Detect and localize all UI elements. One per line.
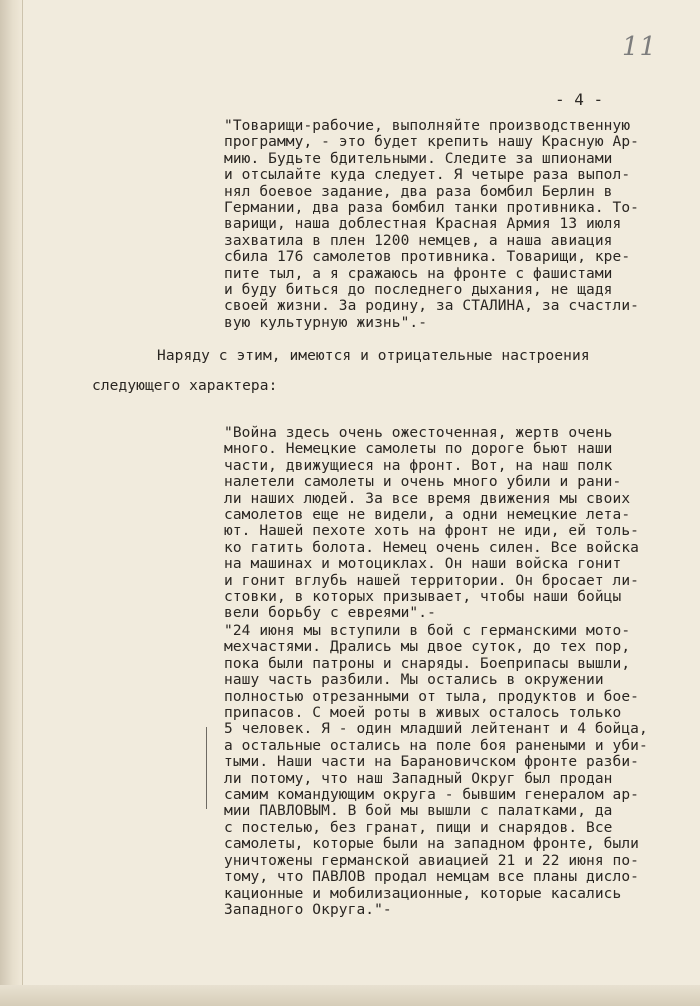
text-line: кационные и мобилизационные, которые касались <box>224 885 622 902</box>
text-line: "Товарищи-рабочие, выполняйте производственную <box>224 118 631 134</box>
text-line: тыми. Наши части на Барановичском фронте разби- <box>224 754 639 771</box>
quote-block-1 <box>224 118 639 331</box>
text-line: вели борьбу с евреями".- <box>224 605 436 622</box>
text-line: мии ПАВЛОВЫМ. В бой мы вышли с палатками, да <box>224 803 613 820</box>
text-line: Западного Округа."- <box>224 901 392 918</box>
text-line: мехчастями. Дрались мы двое суток, до тех пор, <box>224 639 631 656</box>
text-line: и буду биться до последнего дыхания, не щадя <box>224 282 613 299</box>
text-line: мию. Будьте бдительными. Следите за шпионами <box>224 150 613 167</box>
text-line: программу, - это будет крепить нашу Красную Ар- <box>224 134 639 151</box>
text-line: налетели самолеты и очень много убили и рани- <box>224 474 622 491</box>
text-line: варищи, наша доблестная Красная Армия 13 июля <box>224 216 622 233</box>
text-line: 5 человек. Я - один младший лейтенант и 4 бойца, <box>224 721 648 738</box>
text-line: захватила в плен 1200 немцев, а наша авиация <box>224 232 613 249</box>
text-line: части, движущиеся на фронт. Вот, на наш полк <box>224 457 613 474</box>
intro-paragraph-line-1: Наряду с этим, имеются и отрицательные настроения <box>157 348 590 364</box>
text-line: "24 июня мы вступили в бой с германскими мото- <box>224 623 631 639</box>
page-binding-edge <box>0 0 23 1006</box>
text-line: с постелью, без гранат, пищи и снарядов. Все <box>224 819 613 836</box>
folio-number: 11 <box>622 32 658 62</box>
text-line: нашу часть разбили. Мы остались в окружении <box>224 672 604 689</box>
text-line: и отсылайте куда следует. Я четыре раза выпол- <box>224 167 631 184</box>
text-line: Германии, два раза бомбил танки противника. То- <box>224 200 639 217</box>
margin-pencil-mark <box>206 727 207 809</box>
text-line: нял боевое задание, два раза бомбил Берлин в <box>224 183 613 200</box>
text-line: тому, что ПАВЛОВ продал немцам все планы дисло- <box>224 869 639 886</box>
text-line: ют. Нашей пехоте хоть на фронт не иди, ей толь- <box>224 523 639 540</box>
text-line: ли наших людей. За все время движения мы своих <box>224 490 631 507</box>
text-line: пите тыл, а я сражаюсь на фронте с фашистами <box>224 265 613 282</box>
text-line: ко гатить болота. Немец очень силен. Все войска <box>224 539 639 556</box>
text-line: и гонит вглубь нашей территории. Он бросает ли- <box>224 572 639 589</box>
text-line: самолеты, которые были на западном фронте, были <box>224 836 639 853</box>
text-line: полностью отрезанными от тыла, продуктов и бое- <box>224 688 639 705</box>
page-bottom-edge <box>0 985 700 1006</box>
text-line: ли потому, что наш Западный Округ был продан <box>224 770 613 787</box>
quote-block-2 <box>224 425 639 622</box>
page-number: - 4 - <box>555 90 604 109</box>
text-line: своей жизни. За родину, за СТАЛИНА, за счастли- <box>224 298 639 315</box>
intro-paragraph-line-2: следующего характера: <box>92 378 278 394</box>
text-line: самолетов еще не видели, а одни немецкие лета- <box>224 507 631 524</box>
quote-block-3 <box>224 623 648 918</box>
text-line: вую культурную жизнь".- <box>224 314 428 331</box>
text-line: на машинах и мотоциклах. Он наши войска гонит <box>224 556 622 573</box>
text-line: пока были патроны и снаряды. Боеприпасы вышли, <box>224 655 631 672</box>
text-line: самим командующим округа - бывшим генералом ар- <box>224 787 639 804</box>
text-line: "Война здесь очень ожесточенная, жертв очень <box>224 425 613 441</box>
text-line: уничтожены германской авиацией 21 и 22 июня по- <box>224 852 639 869</box>
text-line: а остальные остались на поле боя ранеными и уби- <box>224 737 648 754</box>
text-line: много. Немецкие самолеты по дороге бьют наши <box>224 441 613 458</box>
text-line: стовки, в которых призывает, чтобы наши бойцы <box>224 589 622 606</box>
text-line: сбила 176 самолетов противника. Товарищи, кре- <box>224 249 631 266</box>
text-line: припасов. С моей роты в живых осталось только <box>224 705 622 722</box>
